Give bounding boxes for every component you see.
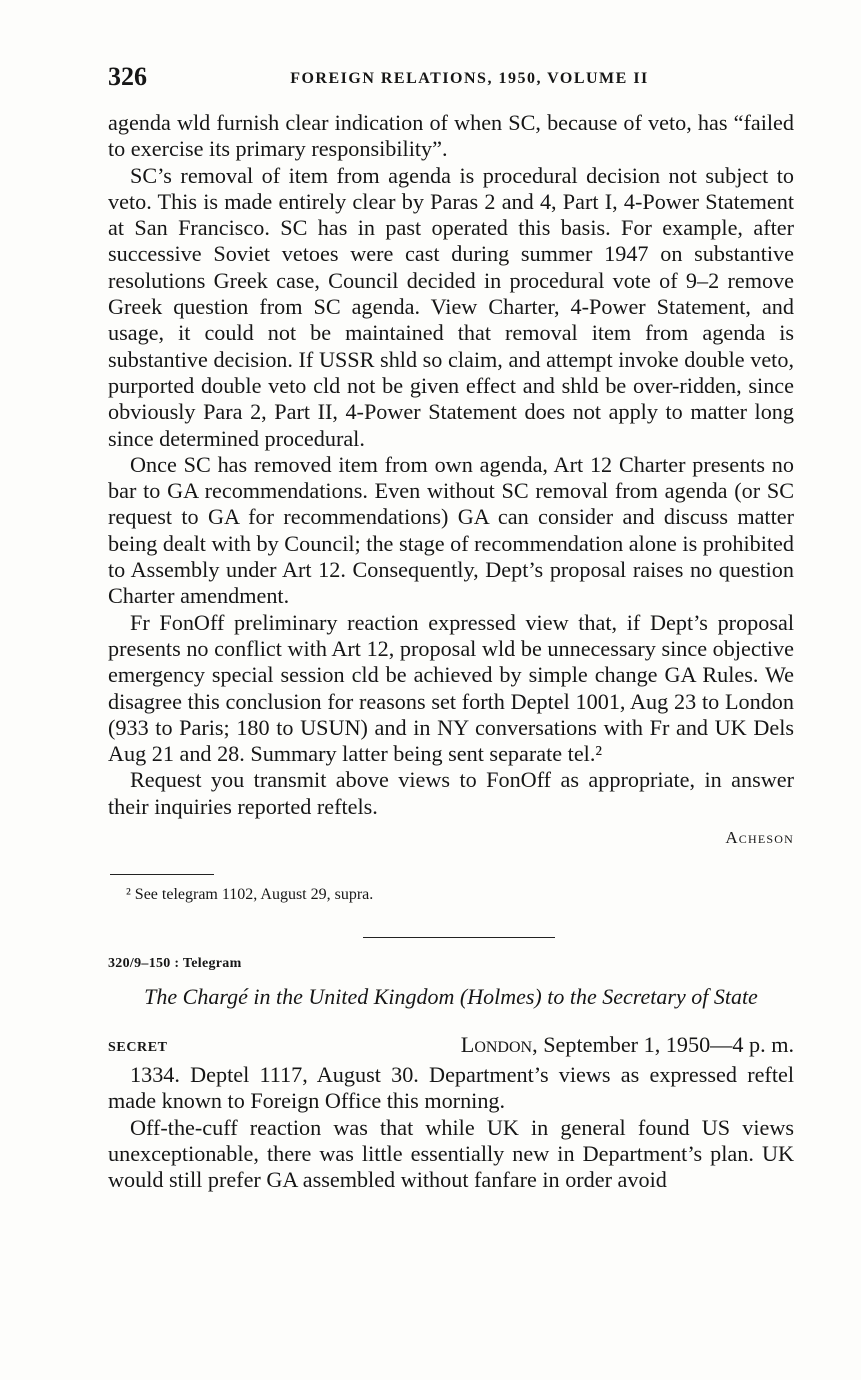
paragraph-request: Request you transmit above views to FonOff as appropriate, in answer their inquiries reported reftels. xyxy=(108,767,794,819)
page-number: 326 xyxy=(108,62,147,91)
paragraph-continuation: agenda wld furnish clear indication of when SC, because of veto, has “failed to exercise its primary responsibility”. xyxy=(108,110,794,162)
document-title: The Chargé in the United Kingdom (Holmes) to the Secretary of State xyxy=(144,984,758,1010)
file-reference: 320/9–150 : Telegram xyxy=(108,956,242,972)
telegram-paragraph: Off-the-cuff reaction was that while UK in general found US views unexceptionable, there was little essentially new in Department’s plan. UK would still prefer GA assembled without fanfare in order avoid xyxy=(108,1114,794,1193)
footnote-rule xyxy=(110,874,214,875)
dateline-place: London xyxy=(460,1032,533,1058)
running-head: FOREIGN RELATIONS, 1950, VOLUME II xyxy=(290,70,649,87)
classification-label: SECRET xyxy=(108,1040,168,1056)
telegram-paragraph: 1334. Deptel 1117, August 30. Department’s views as expressed reftel made known to Foreign Office this morning. xyxy=(108,1062,794,1114)
paragraph-article-12: Once SC has removed item from own agenda, Art 12 Charter presents no bar to GA recommendations. Even without SC removal from agenda (or SC request to GA for recommendations) GA can consider and discuss matter being dealt with by Council; the stage of recommendation alone is prohibited to Assembly under Art 12. Consequently, Dept’s proposal raises no question Charter amendment. xyxy=(108,451,794,609)
signature: Acheson xyxy=(725,828,794,848)
dateline-date: , September 1, 1950—4 p. m. xyxy=(532,1032,794,1058)
paragraph-veto: SC’s removal of item from agenda is procedural decision not subject to veto. This is made entirely clear by Paras 2 and 4, Part I, 4-Power Statement at San Francisco. SC has in past operated this basis. For example, after successive Soviet vetoes were cast during summer 1947 on substantive resolutions Greek case, Council decided in procedural vote of 9–2 remove Greek question from SC agenda. View Charter, 4-Power Statement, and usage, it could not be maintained that removal item from agenda is substantive decision. If USSR shld so claim, and attempt invoke double veto, purported double veto cld not be given effect and shld be over-ridden, since obviously Para 2, Part II, 4-Power Statement does not apply to matter long since determined procedural. xyxy=(108,162,794,451)
page-body xyxy=(108,110,794,1194)
page-header xyxy=(108,62,795,96)
dateline xyxy=(461,1032,794,1058)
document-separator xyxy=(363,937,555,938)
footnote: ² See telegram 1102, August 29, supra. xyxy=(126,886,374,904)
paragraph-fonoff-reaction: Fr FonOff preliminary reaction expressed view that, if Dept’s proposal presents no conflict with Art 12, proposal wld be unnecessary since objective emergency special session cld be achieved by simple change GA Rules. We disagree this conclusion for reasons set forth Deptel 1001, Aug 23 to London (933 to Paris; 180 to USUN) and in NY conversations with Fr and UK Dels Aug 21 and 28. Summary latter being sent separate tel.² xyxy=(108,609,794,767)
dateline-row xyxy=(108,1032,794,1062)
